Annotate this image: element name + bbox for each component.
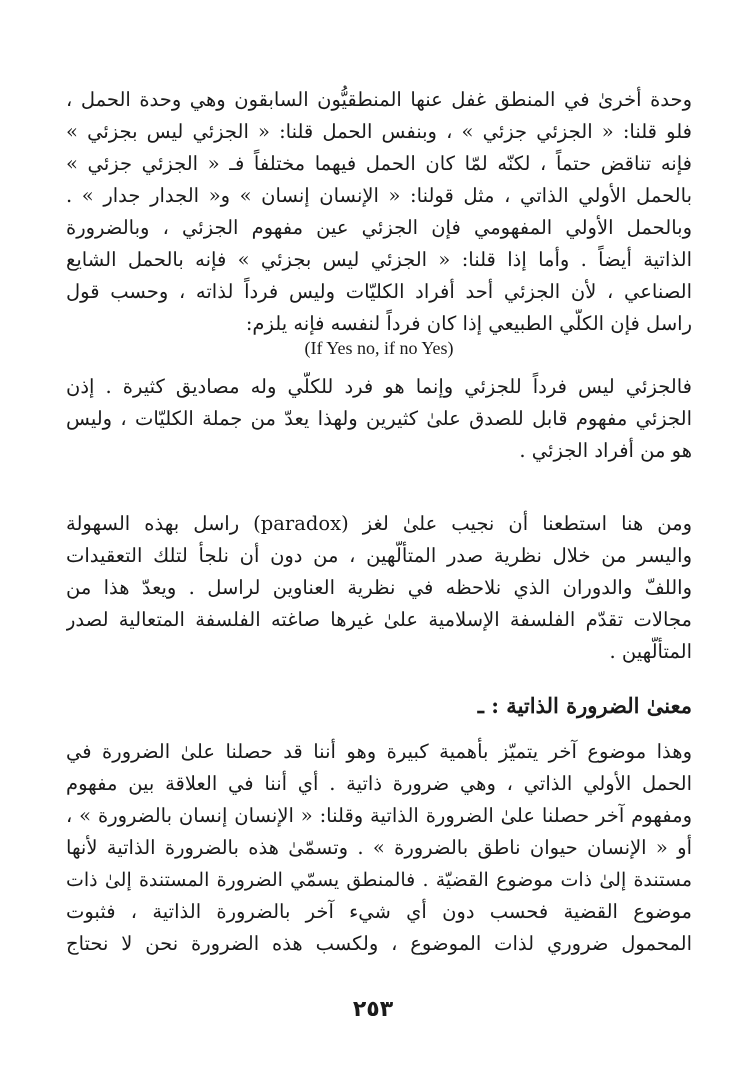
text-line: فإنه تناقض حتماً ، لكنّه لمّا كان الحمل فيهما مختلفاً فـ « الجزئي جزئي »	[66, 152, 692, 175]
text-line: الذاتية أيضاً . وأما إذا قلنا: « الجزئي ليس بجزئي » فإنه بالحمل الشايع	[66, 248, 692, 271]
text-line: واللفّ والدوران الذي نلاحظه في نظرية العناوين لراسل . ويعدّ هذا من	[66, 576, 692, 599]
text-line: مجالات تقدّم الفلسفة الإسلامية علىٰ غيرها صاغته الفلسفة المتعالية لصدر	[66, 608, 692, 631]
text-line: وبالحمل الأولي المفهومي فإن الجزئي عين مفهوم الجزئي ، وبالضرورة	[66, 216, 692, 239]
text-line: وهذا موضوع آخر يتميّز بأهمية كبيرة وهو أننا قد حصلنا علىٰ الضرورة في	[66, 740, 692, 763]
text-line: الجزئي مفهوم قابل للصدق علىٰ كثيرين ولهذا يعدّ من جملة الكليّات ، وليس	[66, 407, 692, 430]
text-line: موضوع القضية فحسب دون أي شيء آخر بالضرورة الذاتية ، فثبوت	[66, 900, 692, 923]
text-line: راسل فإن الكلّي الطبيعي إذا كان فرداً لنفسه فإنه يلزم:	[245, 312, 692, 335]
section-heading: معنىٰ الضرورة الذاتية : ـ	[477, 693, 692, 718]
text-line: هو من أفراد الجزئي .	[519, 439, 692, 462]
text-line: المحمول ضروري لذات الموضوع ، ولكسب هذه الضرورة نحن لا نحتاج	[66, 932, 692, 955]
text-line: ومن هنا استطعنا أن نجيب علىٰ لغز (paradox) راسل بهذه السهولة	[66, 512, 692, 535]
text-line: أو « الإنسان حيوان ناطق بالضرورة » . وتسمّىٰ هذه بالضرورة الذاتية لأنها	[66, 836, 692, 859]
text-line: واليسر من خلال نظرية صدر المتألّهين ، من دون أن نلجأ لتلك التعقيدات	[66, 544, 692, 567]
text-line: المتألّهين .	[609, 640, 692, 663]
text-line: الحمل الأولي الذاتي ، وهي ضرورة ذاتية . أي أننا في العلاقة بين مفهوم	[66, 772, 692, 795]
text-line: بالحمل الأولي الذاتي ، مثل قولنا: « الإنسان إنسان » و« الجدار جدار » .	[66, 184, 692, 207]
text-line: مستندة إلىٰ ذات موضوع القضيّة . فالمنطق يسمّي الضرورة المستندة إلىٰ ذات	[66, 869, 692, 891]
english-quote: (If Yes no, if no Yes)	[304, 338, 454, 358]
text-line: فالجزئي ليس فرداً للجزئي وإنما هو فرد للكلّي وله مصاديق كثيرة . إذن	[66, 375, 692, 398]
text-line: وحدة أخرىٰ في المنطق غفل عنها المنطقيُّون السابقون وهي وحدة الحمل ،	[66, 88, 692, 111]
text-line: فلو قلنا: « الجزئي جزئي » ، وبنفس الحمل قلنا: « الجزئي ليس بجزئي »	[66, 120, 692, 143]
text-line: ومفهوم آخر حصلنا علىٰ الضرورة الذاتية وقلنا: « الإنسان إنسان بالضرورة » ،	[66, 804, 692, 827]
text-line: الصناعي ، لأن الجزئي أحد أفراد الكليّات وليس فرداً لذاته ، وحسب قول	[66, 280, 692, 303]
page-number: ٢٥٣	[352, 997, 394, 1022]
